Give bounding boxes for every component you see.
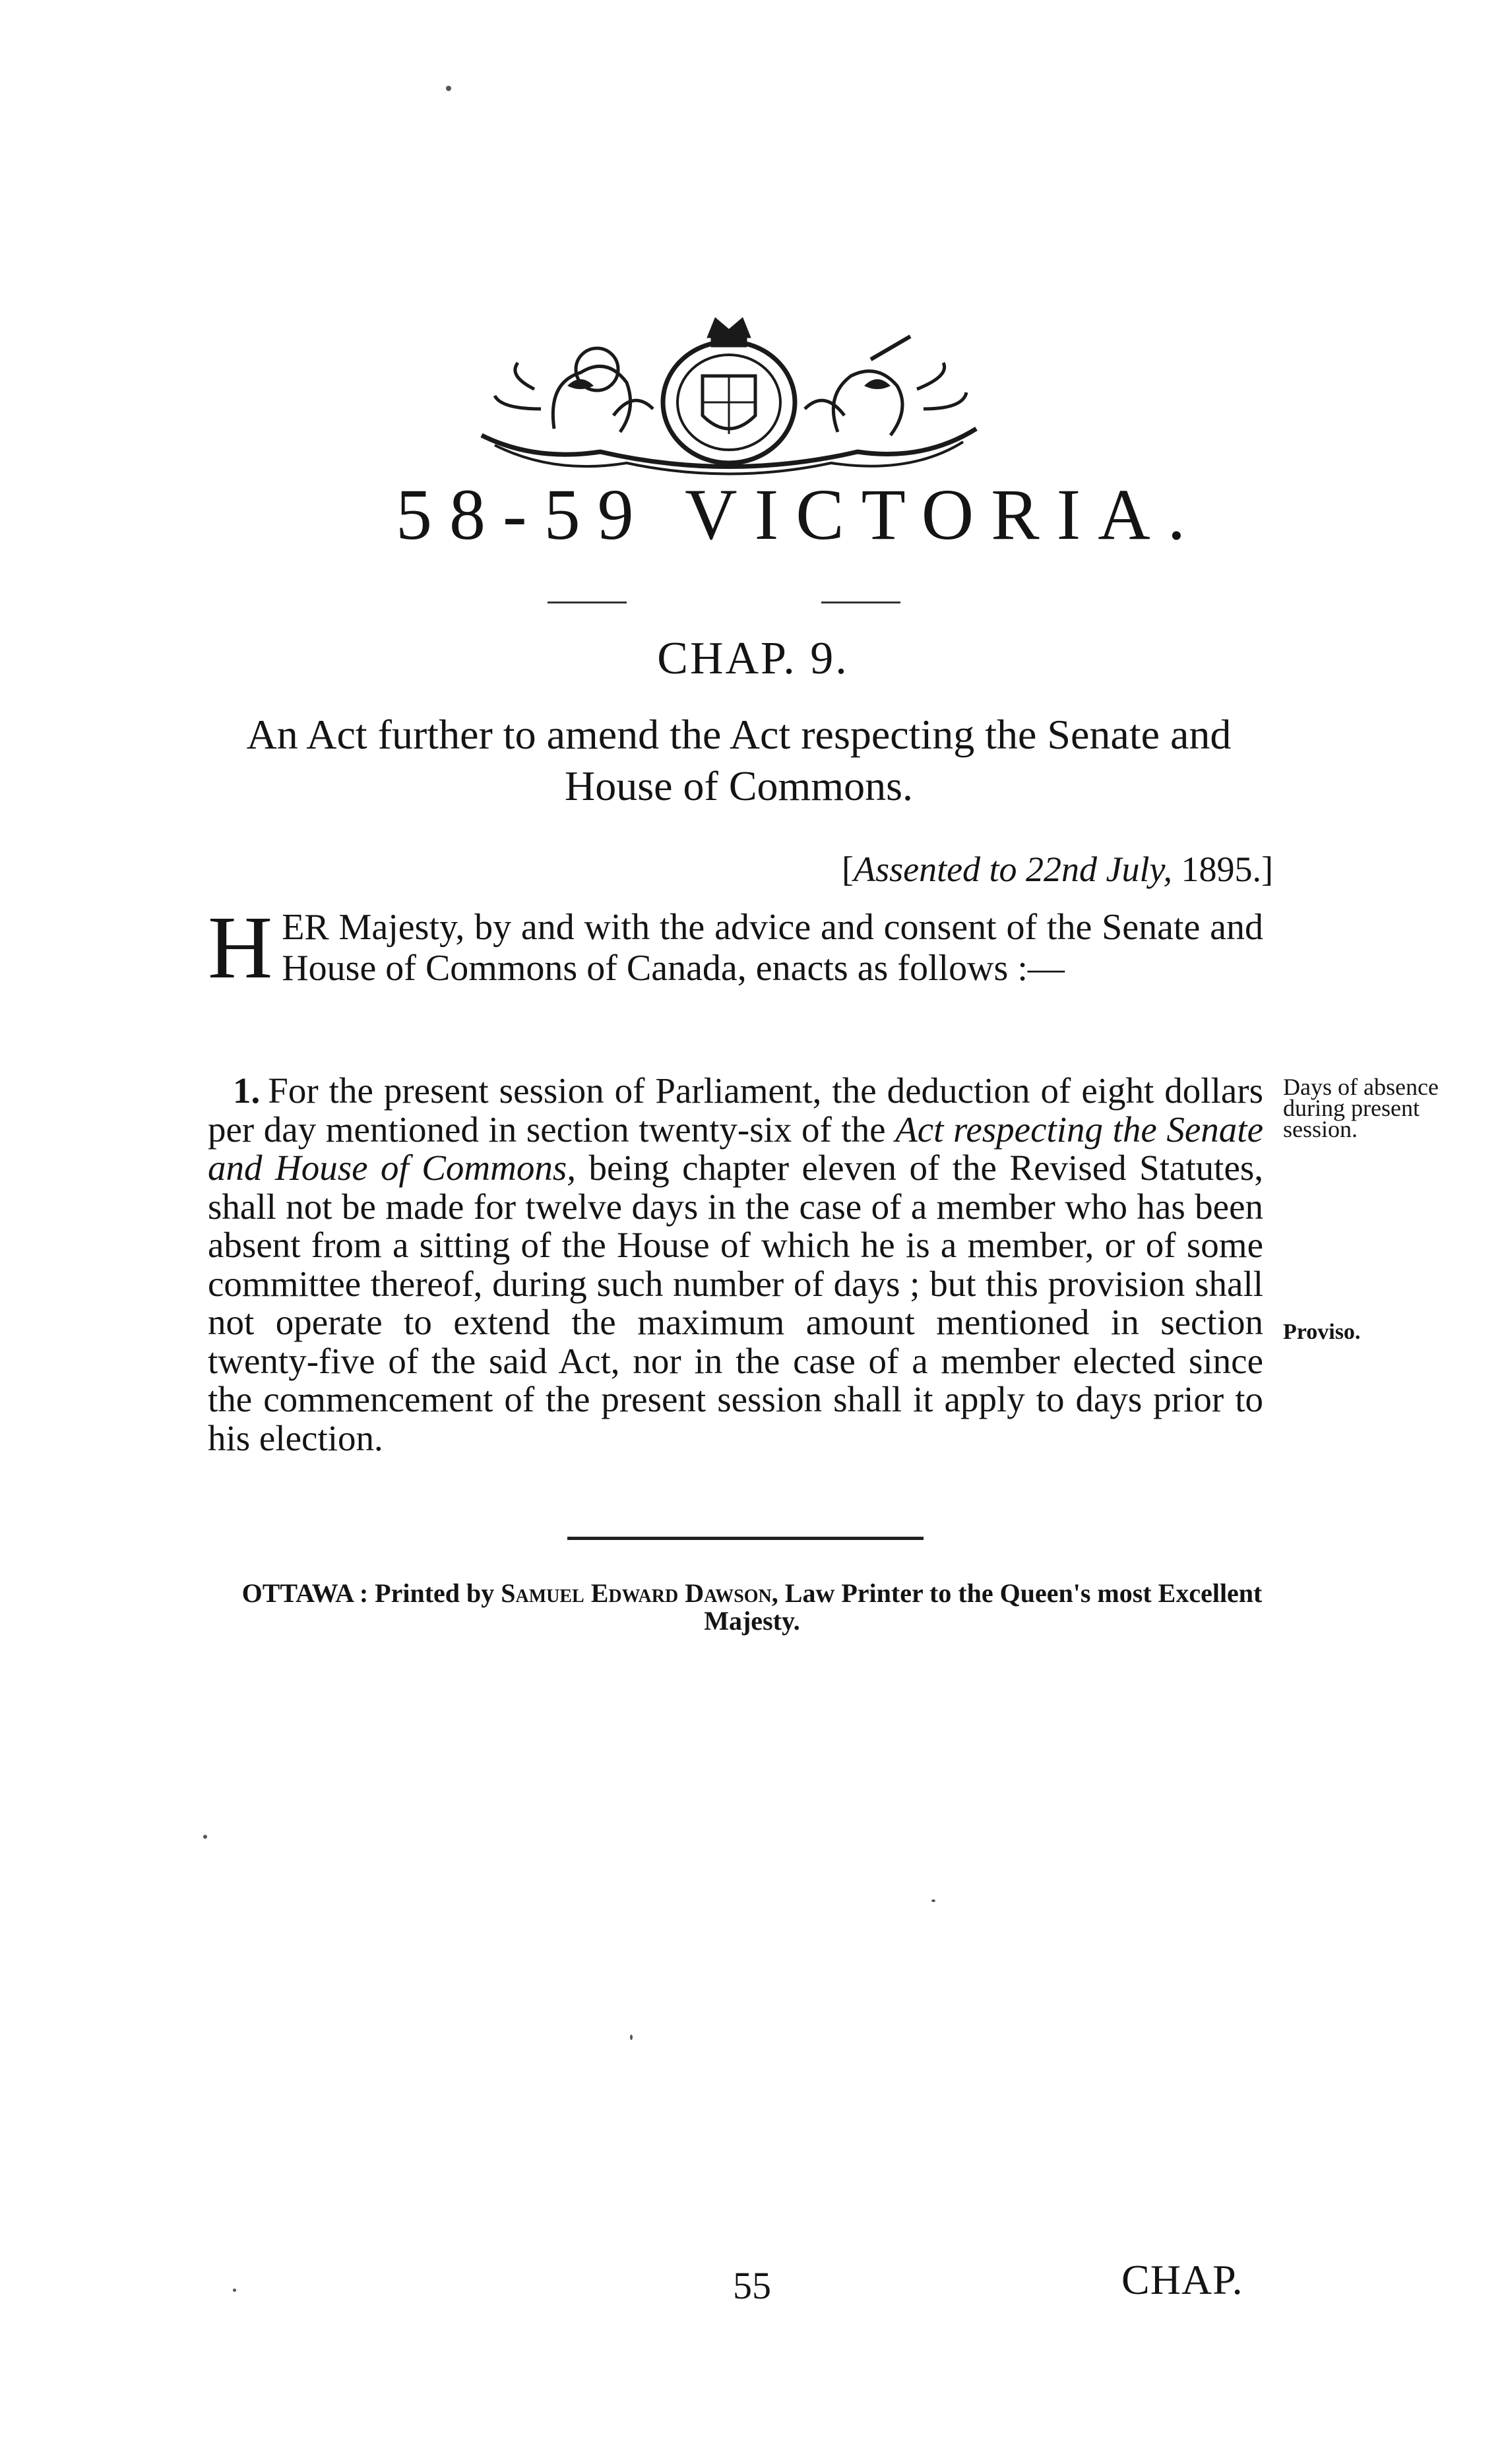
section-number: 1. (233, 1070, 261, 1111)
ink-speck (203, 1835, 207, 1839)
ink-speck (446, 86, 451, 91)
imprint-printed-by: Printed by (375, 1578, 495, 1608)
enacting-clause (208, 898, 1263, 997)
imprint-place: OTTAWA : (241, 1578, 369, 1608)
page-number: 55 (733, 2264, 771, 2307)
royal-coat-of-arms-icon (455, 310, 1003, 478)
catchword: CHAP. (1121, 2256, 1243, 2303)
margin-note-proviso: Proviso. (1283, 1320, 1361, 1344)
closing-rule (567, 1537, 924, 1540)
margin-note-days-absence: Days of absence during present session. (1283, 1074, 1439, 1142)
drop-cap: H (208, 898, 273, 997)
imprint-printer-name: Samuel Edward Dawson, (501, 1578, 778, 1608)
section-text-a: For the present session of Parliament, the deduction of eight dollars per day mentioned in section twenty-six of the (208, 1070, 1263, 1150)
assent-label: Assented to 22nd July, (854, 849, 1173, 889)
ink-speck (233, 2289, 236, 2292)
act-title: An Act further to amend the Act respecting the Senate and House of Commons. (246, 711, 1232, 809)
section-1 (208, 1072, 1263, 1458)
section-text-b: being chapter eleven of the Revised Statutes, shall not be made for twelve days in the case of a member who has been absent from a sitting of the House of which he is a member, or of some committee thereof, during such number of days ; but this provision shall not operate to extend the maximum amount mentioned in section twenty-five of the said Act, nor in the case of a member elected since the commencement of the present session shall it apply to days prior to his election. (208, 1148, 1264, 1458)
regnal-year-heading: 58-59 VICTORIA. (396, 474, 1203, 555)
printer-imprint (224, 1580, 1280, 1635)
divider-rule-left (548, 601, 627, 603)
ink-speck (931, 1899, 935, 1902)
chapter-heading: CHAP. 9. (657, 633, 849, 684)
section-cited-act: Act respecting the Senate and House of Commons, (208, 1109, 1263, 1188)
enacting-text: ER Majesty, by and with the advice and consent of the Senate and House of Commons of Canada, enacts as follows :— (282, 907, 1263, 989)
divider-rule-right (821, 601, 900, 603)
assent-line: [Assented to 22nd July, 1895.] (842, 849, 1273, 889)
ink-speck (630, 2035, 633, 2040)
imprint-rest: Law Printer to the Queen's most Excellent Majesty. (704, 1578, 1263, 1636)
assent-year: 1895. (1181, 849, 1262, 889)
